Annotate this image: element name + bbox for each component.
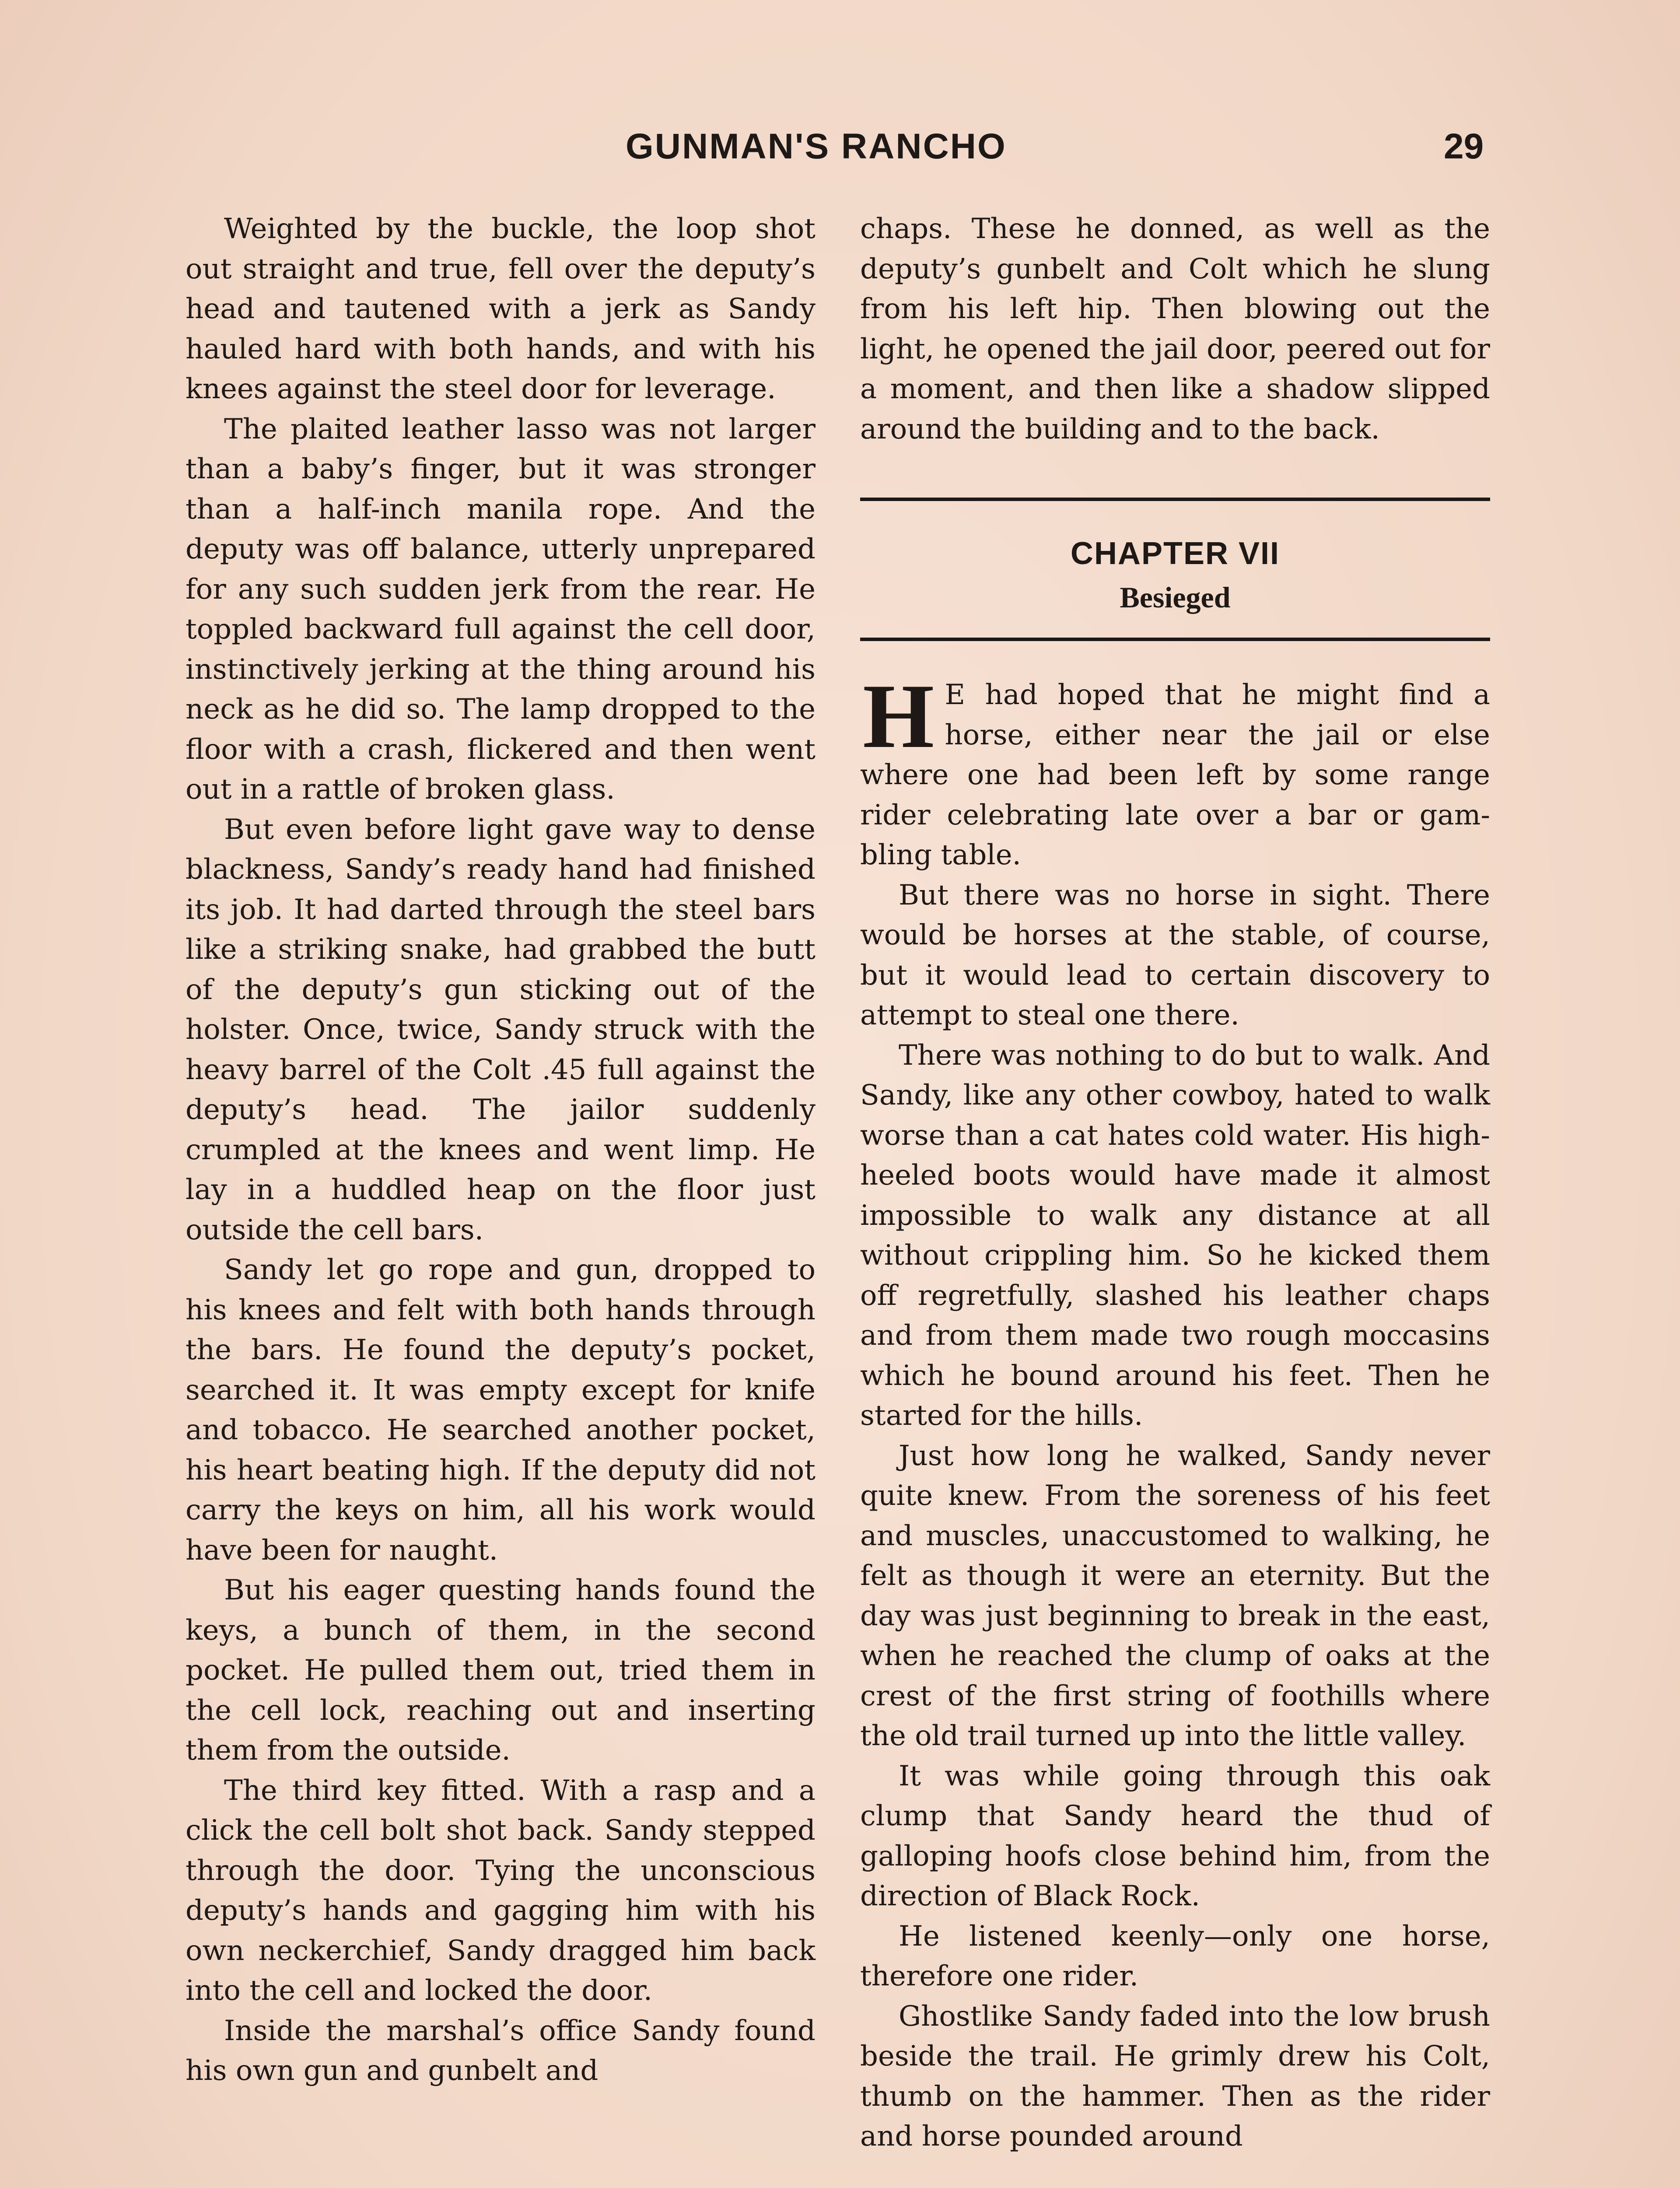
paragraph: Sandy let go rope and gun, dropped to his knees and felt with both hands through the bars. He found the deputy’s pocket, searched it. It was empty except for knife and tobacco. He searched another pocket, his heart beating high. If the deputy did not carry the keys on him, all his work would have been for naught. bbox=[186, 1254, 816, 1567]
dropcap-paragraph bbox=[860, 666, 1490, 876]
paragraph: There was nothing to do but to walk. And Sandy, like any other cowboy, hated to walk worse than a cat hates cold water. His high-heeled boots would have made it almost impossible to walk any distance at all without crippling him. So he kicked them off regretfully, slashed his leather chaps and from them made two rough moccasins which he bound around his feet. Then he started for the hills. bbox=[860, 1039, 1490, 1432]
drop-cap: H bbox=[863, 666, 934, 767]
paragraph: Ghostlike Sandy faded into the low brush beside the trail. He grimly drew his Colt, thumb on the hammer. Then as the rider and horse pounded around bbox=[860, 2000, 1490, 2153]
running-title: GUNMAN'S RANCHO bbox=[626, 126, 1007, 166]
left-column bbox=[186, 209, 816, 2091]
dropcap-paragraph-text: E had hoped that he might find a horse, either near the jail or else where one had been left by some range rider celebrating late over a bar or gambling table. bbox=[860, 679, 1490, 871]
page-header bbox=[0, 123, 1680, 171]
right-column bbox=[860, 209, 1490, 2157]
page-number: 29 bbox=[1444, 126, 1484, 166]
paragraph: It was while going through this oak clump that Sandy heard the thud of galloping hoofs close behind him, from the direction of Black Rock. bbox=[860, 1760, 1490, 1912]
paragraph: Just how long he walked, Sandy never quite knew. From the soreness of his feet and muscles, unaccustomed to walking, he felt as though it were an eternity. But the day was just beginning to break in the east, when he reached the clump of oaks at the crest of the first string of foothills where the old trail turned up into the little valley. bbox=[860, 1439, 1490, 1752]
chapter-title: Besieged bbox=[1120, 581, 1231, 614]
paragraph: But his eager questing hands found the keys, a bunch of them, in the second pocket. He pulled them out, tried them in the cell lock, reaching out and inserting them from the outside. bbox=[186, 1574, 816, 1767]
paragraph: The plaited leather lasso was not larger than a baby’s finger, but it was stronger than a half-inch manila rope. And the deputy was off balance, utterly unprepared for any such sudden jerk from the rear. He toppled backward full against the cell door, instinctively jerking at the thing around his neck as he did so. The lamp dropped to the floor with a crash, flickered and then went out in a rattle of broken glass. bbox=[186, 413, 816, 806]
paragraph: The third key fitted. With a rasp and a click the cell bolt shot back. Sandy stepped through the door. Tying the unconscious deputy’s hands and gagging him with his own neckerchief, Sandy dragged him back into the cell and locked the door. bbox=[186, 1774, 816, 2007]
chapter-rule-bottom bbox=[860, 638, 1490, 641]
paragraph: He listened keenly—only one horse, therefore one rider. bbox=[860, 1920, 1490, 1992]
paragraph: Inside the marshal’s office Sandy found his own gun and gunbelt and bbox=[186, 2014, 816, 2087]
continuation-paragraph: chaps. These he donned, as well as the deputy’s gunbelt and Colt which he slung from his left hip. Then blowing out the light, he opened the jail door, peered out for a moment, and then like a shadow slipped around the building and to the back. bbox=[860, 213, 1490, 445]
paragraph: But there was no horse in sight. There would be horses at the stable, of course, but it would lead to certain discovery to attempt to steal one there. bbox=[860, 879, 1490, 1031]
chapter-number: CHAPTER VII bbox=[1070, 536, 1280, 571]
chapter-heading bbox=[860, 501, 1490, 638]
paragraph: But even before light gave way to dense blackness, Sandy’s ready hand had finished its job. It had darted through the steel bars like a striking snake, had grabbed the butt of the deputy’s gun sticking out of the holster. Once, twice, Sandy struck with the heavy barrel of the Colt .45 full against the deputy’s head. The jailor suddenly crumpled at the knees and went limp. He lay in a huddled heap on the floor just outside the cell bars. bbox=[186, 813, 816, 1246]
paragraph: Weighted by the buckle, the loop shot out straight and true, fell over the deputy’s head and tautened with a jerk as Sandy hauled hard with both hands, and with his knees against the steel door for leverage. bbox=[186, 213, 816, 405]
chapter-rule-top bbox=[860, 498, 1490, 501]
